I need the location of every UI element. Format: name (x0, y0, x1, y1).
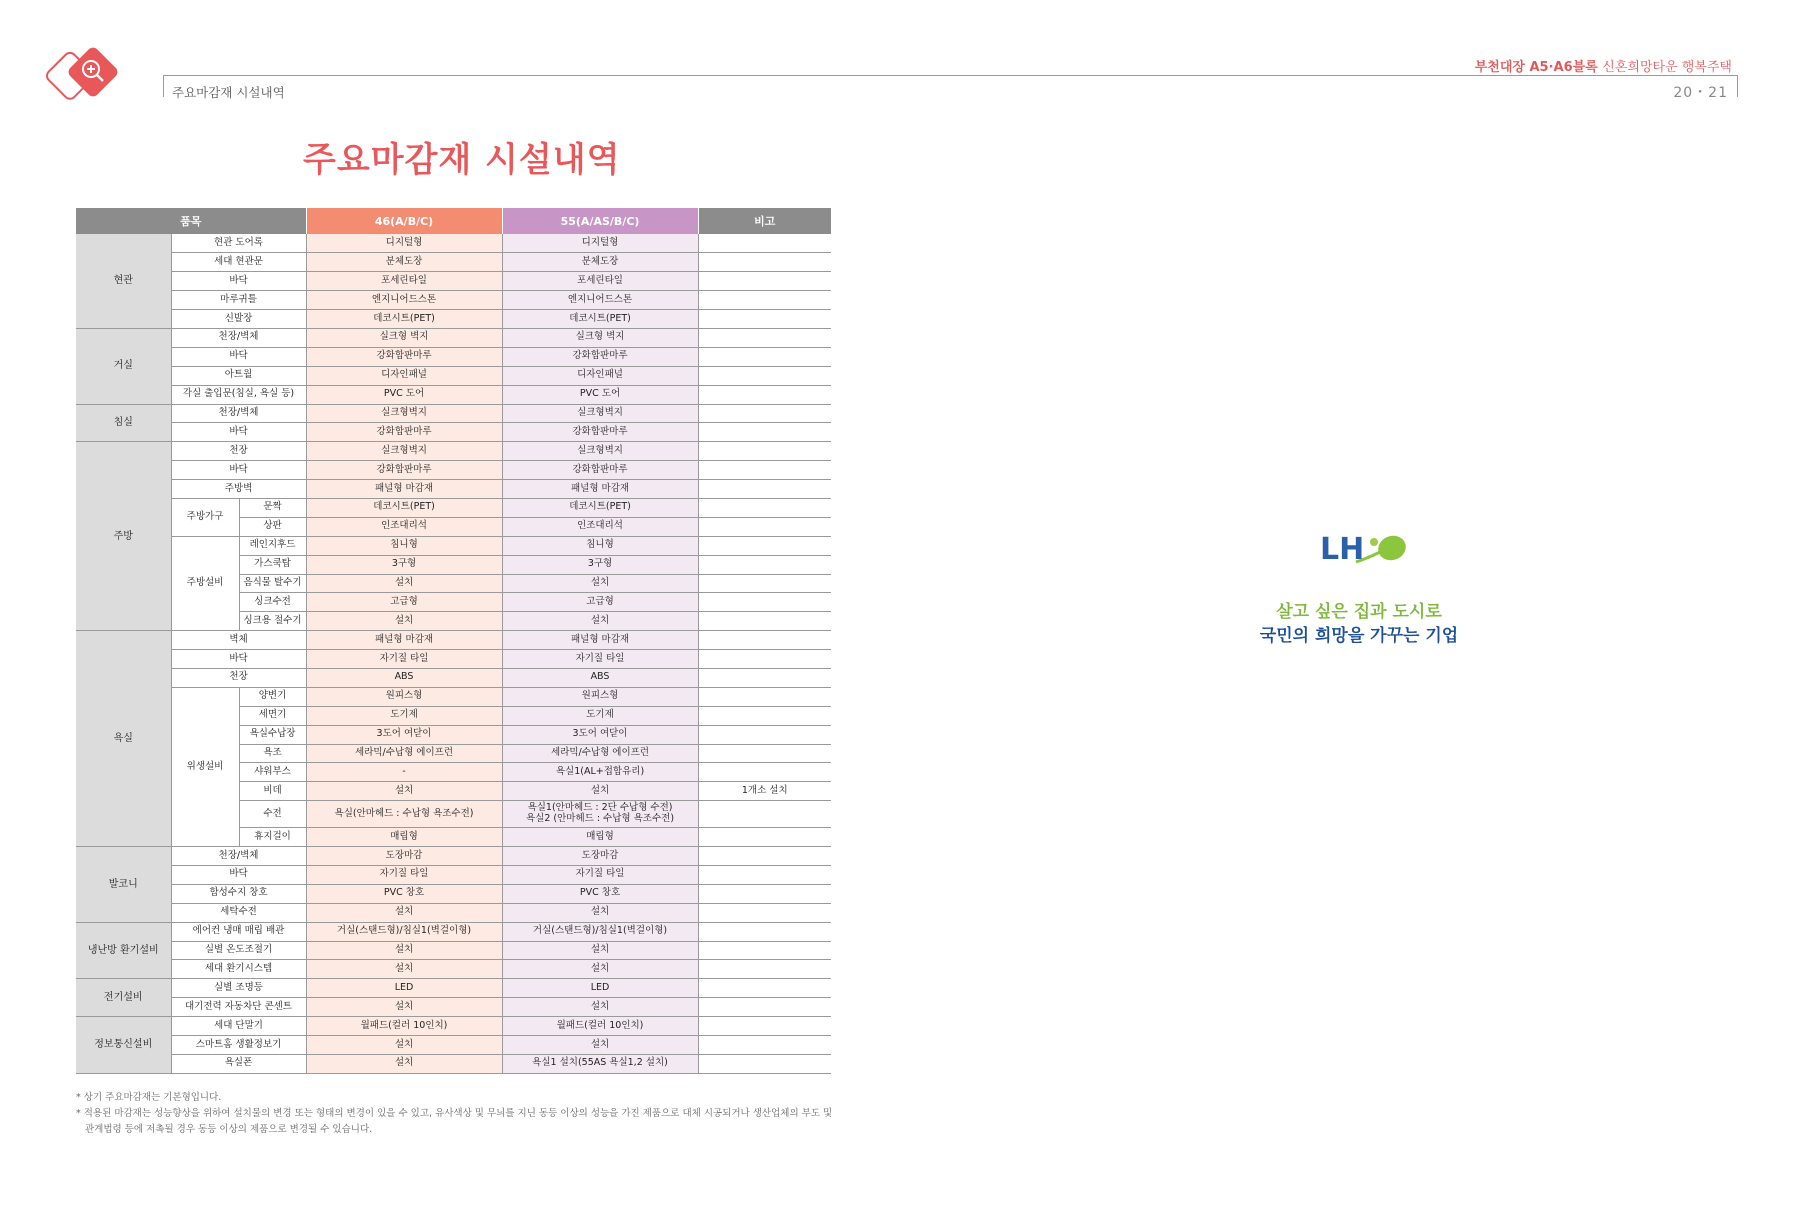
value-46: 실크형벽지 (306, 442, 502, 461)
note-cell (698, 941, 831, 960)
value-55: 침니형 (502, 536, 698, 555)
header-rule-tick-right (1737, 75, 1738, 97)
group-kitchen-equipment: 주방설비 (171, 536, 239, 630)
value-46: 침니형 (306, 536, 502, 555)
footnote: * 적용된 마감재는 성능향상을 위하여 설치물의 변경 또는 형태의 변경이 있을 수 있고, 유사색상 및 무늬를 지닌 동등 이상의 성능을 가진 제품으로 대체 시공되거나 생산업체의 부도 및 관계법령 등에 저촉될 경우 동등 이상의 제품으로 변경될 수 있습니다. (76, 1108, 833, 1135)
item-cell: 세대 단말기 (171, 1017, 306, 1036)
value-46: 원피스형 (306, 687, 502, 706)
value-46: LED (306, 979, 502, 998)
value-46: 월패드(컬러 10인치) (306, 1017, 502, 1036)
note-cell (698, 404, 831, 423)
value-46: - (306, 763, 502, 782)
table-row (76, 385, 831, 404)
value-55: 엔지니어드스톤 (502, 291, 698, 310)
table-row (76, 631, 831, 650)
value-46: 자기질 타일 (306, 650, 502, 669)
table-row (76, 847, 831, 866)
note-cell (698, 253, 831, 272)
page-numbers: 20・21 (1673, 85, 1728, 101)
header-item: 품목 (76, 208, 306, 234)
value-46: 설치 (306, 960, 502, 979)
slogan-line2: 국민의 희망을 가꾸는 기업 (1259, 626, 1459, 646)
value-55: PVC 도어 (502, 385, 698, 404)
item-cell: 상판 (239, 517, 306, 536)
category-bedroom: 침실 (76, 404, 171, 442)
value-46: 패널형 마감재 (306, 480, 502, 499)
value-46: 설치 (306, 941, 502, 960)
brand-light: 신혼희망타운 행복주택 (1602, 60, 1732, 75)
zoom-in-icon (44, 47, 124, 103)
note-cell (698, 480, 831, 499)
lh-slogan (1256, 600, 1462, 648)
note-cell (698, 385, 831, 404)
category-kitchen: 주방 (76, 442, 171, 631)
value-46: 설치 (306, 782, 502, 801)
table-row (76, 884, 831, 903)
value-55: LED (502, 979, 698, 998)
note-cell (698, 1036, 831, 1055)
item-cell: 양변기 (239, 687, 306, 706)
note-cell (698, 801, 831, 828)
value-46: 패널형 마감재 (306, 631, 502, 650)
item-cell: 합성수지 창호 (171, 884, 306, 903)
value-46: 설치 (306, 1054, 502, 1073)
value-46: 설치 (306, 903, 502, 922)
table-row (76, 347, 831, 366)
value-55: 자기질 타일 (502, 650, 698, 669)
table-row (76, 866, 831, 885)
footnotes (76, 1090, 836, 1138)
note-cell (698, 442, 831, 461)
item-cell: 세면기 (239, 706, 306, 725)
category-electric: 전기설비 (76, 979, 171, 1017)
value-55: 설치 (502, 574, 698, 593)
item-cell: 벽체 (171, 631, 306, 650)
value-46: 실크형벽지 (306, 404, 502, 423)
item-cell: 마루귀틀 (171, 291, 306, 310)
note-cell (698, 1017, 831, 1036)
table-row (76, 903, 831, 922)
table-row (76, 272, 831, 291)
note-cell (698, 979, 831, 998)
table-row (76, 687, 831, 706)
note-cell (698, 366, 831, 385)
item-cell: 아트월 (171, 366, 306, 385)
value-55: 고급형 (502, 593, 698, 612)
slogan-line1: 살고 싶은 집과 도시로 (1276, 602, 1442, 622)
lh-logo-text: LH (1320, 532, 1365, 567)
table-row (76, 498, 831, 517)
value-55: 실크형벽지 (502, 404, 698, 423)
value-46: 거실(스탠드형)/침실1(벽걸이형) (306, 922, 502, 941)
item-cell: 천장/벽체 (171, 404, 306, 423)
value-46: 자기질 타일 (306, 866, 502, 885)
value-55: 원피스형 (502, 687, 698, 706)
value-55: 세라믹/수납형 에이프런 (502, 744, 698, 763)
value-55: 강화합판마루 (502, 423, 698, 442)
value-55: ABS (502, 668, 698, 687)
category-bathroom: 욕실 (76, 631, 171, 847)
item-cell: 세대 현관문 (171, 253, 306, 272)
value-46: 디지털형 (306, 234, 502, 253)
value-46: 데코시트(PET) (306, 310, 502, 329)
value-55: 매립형 (502, 828, 698, 847)
note-cell (698, 234, 831, 253)
item-cell: 현관 도어록 (171, 234, 306, 253)
value-46: 매립형 (306, 828, 502, 847)
value-55: 디자인패널 (502, 366, 698, 385)
header-rule (163, 75, 1738, 76)
value-46: PVC 도어 (306, 385, 502, 404)
note-cell (698, 555, 831, 574)
value-55: 월패드(컬러 10인치) (502, 1017, 698, 1036)
table-row (76, 668, 831, 687)
note-cell (698, 828, 831, 847)
table-row (76, 291, 831, 310)
table-row (76, 423, 831, 442)
note-cell (698, 960, 831, 979)
value-46: 강화합판마루 (306, 461, 502, 480)
value-46: 설치 (306, 612, 502, 631)
value-46: 인조대리석 (306, 517, 502, 536)
note-cell (698, 998, 831, 1017)
value-55: 데코시트(PET) (502, 310, 698, 329)
value-55: 패널형 마감재 (502, 631, 698, 650)
note-cell (698, 612, 831, 631)
table-row (76, 442, 831, 461)
item-cell: 천장/벽체 (171, 328, 306, 347)
table-header-row (76, 208, 831, 234)
value-46: 도장마감 (306, 847, 502, 866)
value-46: 세라믹/수납형 에이프런 (306, 744, 502, 763)
category-living: 거실 (76, 328, 171, 404)
item-cell: 천장 (171, 668, 306, 687)
value-55-line2: 욕실2 (안마헤드 : 수납형 욕조수전) (525, 813, 675, 825)
value-55: 자기질 타일 (502, 866, 698, 885)
value-55: 분체도장 (502, 253, 698, 272)
value-55: 설치 (502, 612, 698, 631)
item-cell: 각실 출입문(침실, 욕실 등) (171, 385, 306, 404)
item-cell: 바닥 (171, 272, 306, 291)
value-46: 도기제 (306, 706, 502, 725)
note-cell (698, 461, 831, 480)
note-cell (698, 668, 831, 687)
item-cell: 샤워부스 (239, 763, 306, 782)
value-55: 도기제 (502, 706, 698, 725)
value-46: 3구형 (306, 555, 502, 574)
value-46: 3도어 여닫이 (306, 725, 502, 744)
table-row (76, 960, 831, 979)
finishing-materials-table (76, 208, 831, 1074)
value-55: 패널형 마감재 (502, 480, 698, 499)
value-46: 데코시트(PET) (306, 498, 502, 517)
note-cell (698, 866, 831, 885)
table-row (76, 310, 831, 329)
note-cell (698, 847, 831, 866)
value-46: 분체도장 (306, 253, 502, 272)
category-hvac: 냉난방 환기설비 (76, 922, 171, 979)
value-46: ABS (306, 668, 502, 687)
table-row (76, 536, 831, 555)
value-55: 설치 (502, 941, 698, 960)
item-cell: 싱크용 절수기 (239, 612, 306, 631)
value-55: 설치 (502, 998, 698, 1017)
item-cell: 실별 온도조절기 (171, 941, 306, 960)
note-cell (698, 631, 831, 650)
table-row (76, 404, 831, 423)
note-cell (698, 272, 831, 291)
group-kitchen-furniture: 주방가구 (171, 498, 239, 536)
value-46: 포세린타일 (306, 272, 502, 291)
table-row (76, 366, 831, 385)
note-cell (698, 498, 831, 517)
item-cell: 레인지후드 (239, 536, 306, 555)
item-cell: 천장/벽체 (171, 847, 306, 866)
header-type46: 46(A/B/C) (306, 208, 502, 234)
note-cell (698, 328, 831, 347)
note-cell (698, 903, 831, 922)
item-cell: 비데 (239, 782, 306, 801)
value-55: 포세린타일 (502, 272, 698, 291)
note-cell (698, 1054, 831, 1073)
item-cell: 바닥 (171, 866, 306, 885)
header-type55: 55(A/AS/B/C) (502, 208, 698, 234)
item-cell: 주방벽 (171, 480, 306, 499)
note-cell (698, 517, 831, 536)
value-46: 욕실(안마헤드 : 수납형 욕조수전) (306, 801, 502, 828)
value-46: 강화합판마루 (306, 423, 502, 442)
value-55: 욕실1(AL+접합유리) (502, 763, 698, 782)
table-row (76, 650, 831, 669)
value-55: 강화합판마루 (502, 461, 698, 480)
item-cell: 신발장 (171, 310, 306, 329)
table-row (76, 922, 831, 941)
item-cell: 천장 (171, 442, 306, 461)
item-cell: 음식물 탈수기 (239, 574, 306, 593)
note-cell: 1개소 설치 (698, 782, 831, 801)
item-cell: 욕조 (239, 744, 306, 763)
value-46: 설치 (306, 998, 502, 1017)
value-55: 실크형 벽지 (502, 328, 698, 347)
value-55 (502, 801, 698, 828)
item-cell: 바닥 (171, 650, 306, 669)
item-cell: 에어컨 냉매 매립 배관 (171, 922, 306, 941)
header-rule-tick-left (163, 75, 164, 97)
value-46: 실크형 벽지 (306, 328, 502, 347)
note-cell (698, 650, 831, 669)
table-row (76, 998, 831, 1017)
note-cell (698, 574, 831, 593)
group-sanitary: 위생설비 (171, 687, 239, 846)
item-cell: 바닥 (171, 461, 306, 480)
note-cell (698, 536, 831, 555)
value-46: PVC 창호 (306, 884, 502, 903)
value-46: 엔지니어드스톤 (306, 291, 502, 310)
note-cell (698, 884, 831, 903)
item-cell: 휴지걸이 (239, 828, 306, 847)
value-55: 설치 (502, 903, 698, 922)
item-cell: 욕실수납장 (239, 725, 306, 744)
value-46: 설치 (306, 1036, 502, 1055)
item-cell: 바닥 (171, 347, 306, 366)
note-cell (698, 593, 831, 612)
item-cell: 세대 환기시스템 (171, 960, 306, 979)
note-cell (698, 725, 831, 744)
note-cell (698, 922, 831, 941)
category-entrance: 현관 (76, 234, 171, 328)
value-55: 디지털형 (502, 234, 698, 253)
note-cell (698, 423, 831, 442)
value-55: 도장마감 (502, 847, 698, 866)
value-55: 3도어 여닫이 (502, 725, 698, 744)
value-55: 설치 (502, 960, 698, 979)
value-55: 욕실1 설치(55AS 욕실1,2 설치) (502, 1054, 698, 1073)
item-cell: 스마트홈 생활정보기 (171, 1036, 306, 1055)
note-cell (698, 763, 831, 782)
page-title: 주요마감재 시설내역 (303, 140, 621, 180)
item-cell: 싱크수전 (239, 593, 306, 612)
note-cell (698, 310, 831, 329)
table-row (76, 941, 831, 960)
value-46: 설치 (306, 574, 502, 593)
brand-bold: 부천대장 A5·A6블록 (1474, 60, 1598, 75)
section-label: 주요마감재 시설내역 (172, 85, 285, 100)
header-note: 비고 (698, 208, 831, 234)
table-row (76, 979, 831, 998)
note-cell (698, 687, 831, 706)
table-row (76, 1017, 831, 1036)
value-55: 3구형 (502, 555, 698, 574)
value-55: 설치 (502, 1036, 698, 1055)
table-row (76, 480, 831, 499)
item-cell: 문짝 (239, 498, 306, 517)
item-cell: 수전 (239, 801, 306, 828)
table-row (76, 1054, 831, 1073)
value-55: 인조대리석 (502, 517, 698, 536)
table-row (76, 328, 831, 347)
item-cell: 실별 조명등 (171, 979, 306, 998)
table-row (76, 234, 831, 253)
note-cell (698, 291, 831, 310)
note-cell (698, 347, 831, 366)
category-telecom: 정보통신설비 (76, 1017, 171, 1074)
value-46: 고급형 (306, 593, 502, 612)
item-cell: 욕실폰 (171, 1054, 306, 1073)
item-cell: 가스쿡탑 (239, 555, 306, 574)
value-55-line1: 욕실1(안마헤드 : 2단 수납형 수전) (527, 802, 673, 814)
footnote: * 상기 주요마감재는 기본형입니다. (76, 1092, 222, 1103)
value-55: 실크형벽지 (502, 442, 698, 461)
item-cell: 대기전력 자동차단 콘센트 (171, 998, 306, 1017)
note-cell (698, 744, 831, 763)
value-55: PVC 창호 (502, 884, 698, 903)
table-row (76, 461, 831, 480)
value-46: 디자인패널 (306, 366, 502, 385)
value-55: 설치 (502, 782, 698, 801)
brand-title (1475, 56, 1732, 75)
table-row (76, 253, 831, 272)
item-cell: 세탁수전 (171, 903, 306, 922)
value-55: 강화합판마루 (502, 347, 698, 366)
value-46: 강화합판마루 (306, 347, 502, 366)
value-55: 거실(스탠드형)/침실1(벽걸이형) (502, 922, 698, 941)
note-cell (698, 706, 831, 725)
table-row (76, 1036, 831, 1055)
value-55: 데코시트(PET) (502, 498, 698, 517)
item-cell: 바닥 (171, 423, 306, 442)
category-balcony: 발코니 (76, 847, 171, 923)
